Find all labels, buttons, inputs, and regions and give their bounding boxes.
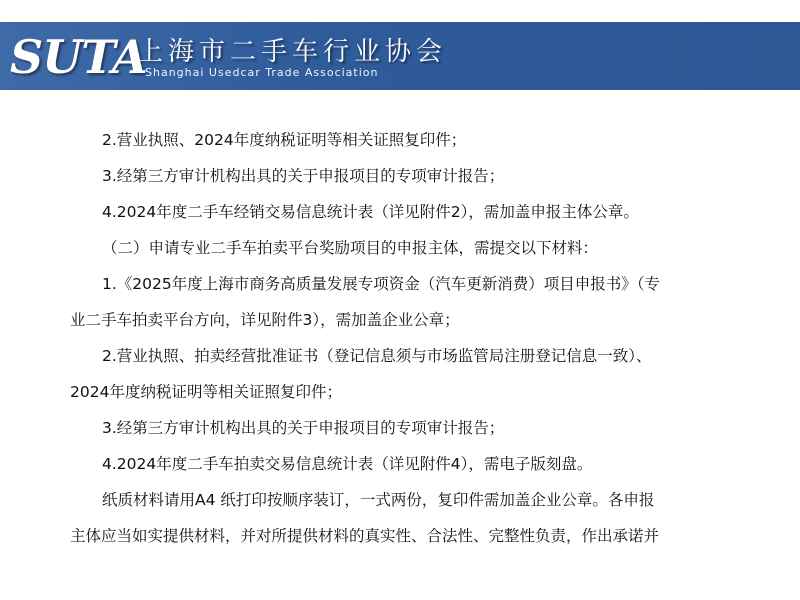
paragraph-line: 1.《2025年度上海市商务高质量发展专项资金（汽车更新消费）项目申报书》（专 xyxy=(102,275,660,293)
suta-logo: SUTA xyxy=(10,30,147,84)
paragraph-line: 2.营业执照、2024年度纳税证明等相关证照复印件； xyxy=(102,131,467,149)
association-name-chinese: 上海市二手车行业协会 xyxy=(137,37,448,67)
paragraph-line: 主体应当如实提供材料，并对所提供材料的真实性、合法性、完整性负责，作出承诺并 xyxy=(70,527,660,545)
paragraph-line: 2.营业执照、拍卖经营批准证书（登记信息须与市场监管局注册登记信息一致）、 xyxy=(102,347,652,365)
paragraph-line: 4.2024年度二手车经销交易信息统计表（详见附件2），需加盖申报主体公章。 xyxy=(102,203,639,221)
paragraph-line: 2024年度纳税证明等相关证照复印件； xyxy=(70,383,342,401)
document-body xyxy=(70,122,755,554)
paragraph-line: 4.2024年度二手车拍卖交易信息统计表（详见附件4），需电子版刻盘。 xyxy=(102,455,593,473)
section-heading: （二）申请专业二手车拍卖平台奖励项目的申报主体，需提交以下材料： xyxy=(102,239,599,257)
association-name-english: Shanghai Usedcar Trade Association xyxy=(145,66,379,79)
header-banner xyxy=(0,22,800,90)
paragraph-line: 纸质材料请用A4 纸打印按顺序装订，一式两份，复印件需加盖企业公章。各申报 xyxy=(102,491,655,509)
paragraph-line: 3.经第三方审计机构出具的关于申报项目的专项审计报告； xyxy=(102,167,505,185)
paragraph-line: 3.经第三方审计机构出具的关于申报项目的专项审计报告； xyxy=(102,419,505,437)
paragraph-line: 业二手车拍卖平台方向，详见附件3），需加盖企业公章； xyxy=(70,311,460,329)
